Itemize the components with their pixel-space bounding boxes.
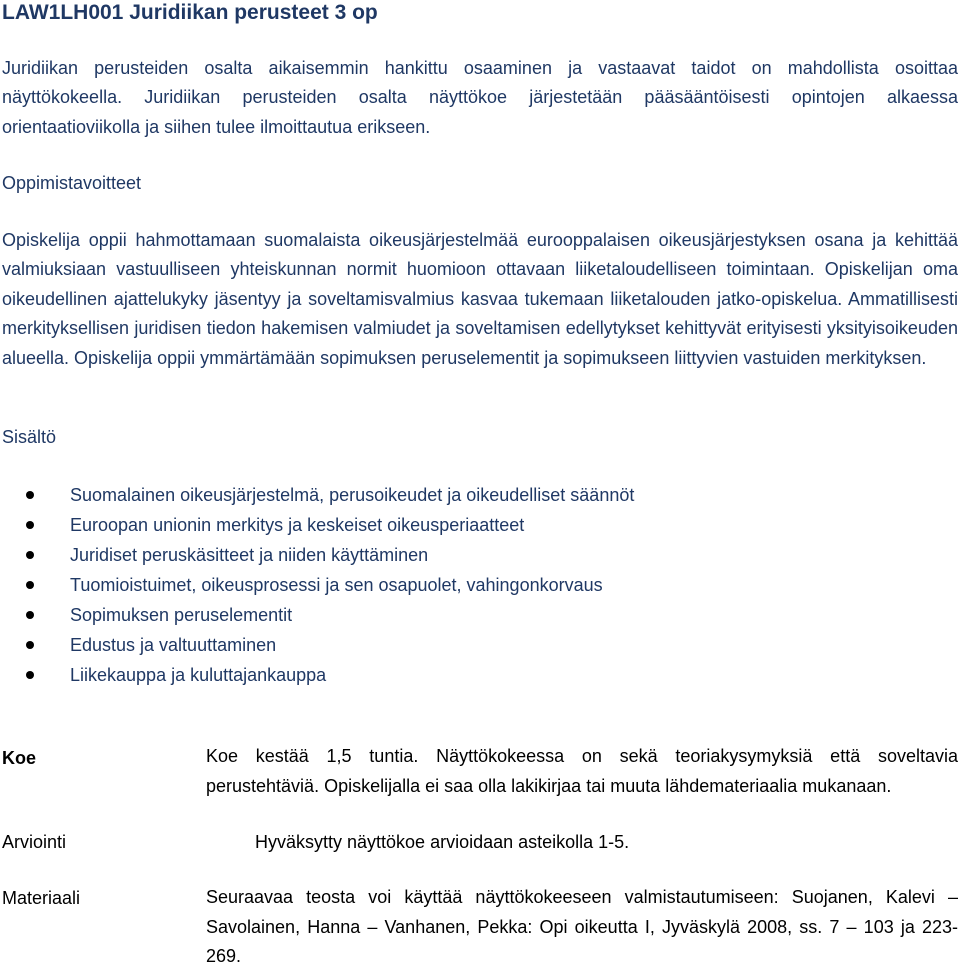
list-item-label: Sopimuksen peruselementit [70,605,293,625]
content-list [26,480,634,690]
list-item-label: Edustus ja valtuuttaminen [70,635,277,655]
list-item-label: Suomalainen oikeusjärjestelmä, perusoikeudet ja oikeudelliset säännöt [70,485,635,505]
list-item [26,600,634,630]
material-label: Materiaali [2,888,81,908]
grading-label: Arviointi [2,832,67,852]
bullet-icon [26,671,34,679]
objectives-paragraph: Opiskelija oppii hahmottamaan suomalaista oikeusjärjestelmää eurooppalaisen oikeusjärjestyksen osana ja kehittää valmiuksiaan vastuulliseen yhteiskunnan normit huomioon ottavaan liiketaloudelliseen toimintaan. Opiskelijan oma oikeudellinen ajattelukyky jäsentyy ja soveltamisvalmius kasvaa tukemaan liiketalouden jatko-opiskelua. Ammatillisesti merkityksellisen juridisen tiedon hakemisen valmiudet ja soveltamisen edellytykset kehittyvät erityisesti yksityisoikeuden alueella. Opiskelija oppii ymmärtämään sopimuksen peruselementit ja sopimukseen liittyvien vastuiden merkityksen. [2,230,958,368]
content-heading: Sisältö [2,427,57,447]
bullet-icon [26,641,34,649]
list-item [26,540,634,570]
list-item [26,510,634,540]
list-item [26,570,634,600]
list-item [26,480,634,510]
bullet-icon [26,491,34,499]
objectives-heading: Oppimistavoitteet [2,173,142,193]
intro-paragraph: Juridiikan perusteiden osalta aikaisemmin hankittu osaaminen ja vastaavat taidot on mahdollista osoittaa näyttökokeella. Juridiikan perusteiden osalta näyttökoe järjestetään pääsääntöisesti opintojen alkaessa orientaatioviikolla ja siihen tulee ilmoittautua erikseen. [2,58,958,137]
list-item-label: Juridiset peruskäsitteet ja niiden käyttäminen [70,545,429,565]
bullet-icon [26,521,34,529]
grading-text: Hyväksytty näyttökoe arvioidaan asteikolla 1-5. [255,832,630,852]
list-item-label: Tuomioistuimet, oikeusprosessi ja sen osapuolet, vahingonkorvaus [70,575,603,595]
course-title: LAW1LH001 Juridiikan perusteet 3 op [2,1,378,24]
list-item [26,660,634,690]
list-item [26,630,634,660]
list-item-label: Liikekauppa ja kuluttajankauppa [70,665,327,685]
bullet-icon [26,581,34,589]
bullet-icon [26,551,34,559]
list-item-label: Euroopan unionin merkitys ja keskeiset oikeusperiaatteet [70,515,525,535]
material-text: Seuraavaa teosta voi käyttää näyttökokeeseen valmistautumiseen: Suojanen, Kalevi – Savolainen, Hanna – Vanhanen, Pekka: Opi oikeutta I, Jyväskylä 2008, ss. 7 – 103 ja 223-269. [206,887,958,967]
exam-text: Koe kestää 1,5 tuntia. Näyttökokeessa on sekä teoriakysymyksiä että soveltavia perustehtäviä. Opiskelijalla ei saa olla lakikirjaa tai muuta lähdemateriaalia mukanaan. [206,746,958,796]
bullet-icon [26,611,34,619]
exam-label: Koe [2,748,37,768]
